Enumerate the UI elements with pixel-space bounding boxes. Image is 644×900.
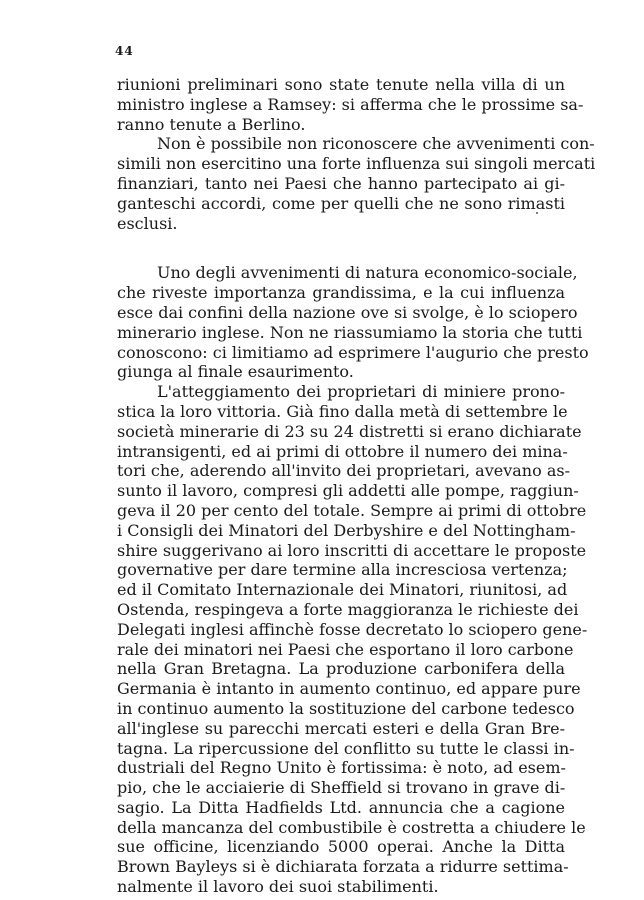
paragraph	[117, 134, 596, 233]
text-line: simili non esercitino una forte influenza sui singoli mercati	[117, 154, 596, 174]
paragraph	[117, 382, 588, 897]
text-line: esclusi.	[117, 213, 178, 233]
text-line: governative per dare termine alla incresciosa vertenza;	[117, 560, 568, 580]
text-line: rale dei minatori nei Paesi che esportano il loro carbone	[117, 639, 574, 659]
text-line: ranno tenute a Berlino.	[117, 114, 306, 134]
text-line: finanziari, tanto nei Paesi che hanno partecipato ai gi-	[117, 173, 565, 193]
text-line: dustriali del Regno Unito è fortissima: è noto, ad esem-	[117, 758, 566, 778]
text-line: Ostenda, respingeva a forte maggioranza le richieste dei	[117, 599, 579, 619]
text-line: sunto il lavoro, compresi gli addetti alle pompe, raggiun-	[117, 481, 579, 501]
text-line: tori che, aderendo all'invito dei proprietari, avevano as-	[117, 461, 570, 481]
text-line: esce dai confini della nazione ove si svolge, è lo sciopero	[117, 302, 578, 322]
text-line: Delegati inglesi affinchè fosse decretato lo sciopero gene-	[117, 619, 588, 639]
text-line: nella Gran Bretagna. La produzione carbonifera della	[117, 659, 565, 679]
text-line: stica la loro vittoria. Già fino dalla metà di settembre le	[117, 401, 568, 421]
text-line: in continuo aumento la sostituzione del carbone tedesco	[117, 698, 575, 718]
text-line: i Consigli dei Minatori del Derbyshire e del Nottingham-	[117, 520, 576, 540]
text-line: Brown Bayleys si è dichiarata forzata a ridurre settima-	[117, 857, 569, 877]
paragraph	[117, 263, 589, 382]
text-line: nalmente il lavoro dei suoi stabilimenti.	[117, 877, 439, 897]
text-line: intransigenti, ed ai primi di ottobre il numero dei mina-	[117, 441, 568, 461]
text-line: società minerarie di 23 su 24 distretti si erano dichiarate	[117, 421, 582, 441]
text-line: tagna. La ripercussione del conflitto su tutte le classi in-	[117, 738, 575, 758]
text-line: che riveste importanza grandissima, e la cui influenza	[117, 283, 565, 303]
text-line: sue officine, licenziando 5000 operai. Anche la Ditta	[117, 837, 565, 857]
page-number: 44	[115, 44, 134, 58]
paragraph-gap	[117, 233, 565, 263]
body-text	[117, 75, 596, 897]
text-line: della mancanza del combustibile è costretta a chiudere le	[117, 817, 586, 837]
text-line: giunga al finale esaurimento.	[117, 362, 354, 382]
text-line: geva il 20 per cento del totale. Sempre ai primi di ottobre	[117, 500, 587, 520]
text-line: shire suggerivano ai loro inscritti di accettare le proposte	[117, 540, 587, 560]
text-line: riunioni preliminari sono state tenute nella villa di un	[117, 75, 565, 94]
text-line: L'atteggiamento dei proprietari di miniere prono-	[157, 382, 565, 402]
text-line: pio, che le acciaierie di Sheffield si trovano in grave di-	[117, 778, 566, 798]
text-line: conoscono: ci limitiamo ad esprimere l'augurio che presto	[117, 342, 589, 362]
paragraph	[117, 75, 584, 134]
text-line: Uno degli avvenimenti di natura economico-sociale,	[157, 263, 578, 283]
text-line: minerario inglese. Non ne riassumiamo la storia che tutti	[117, 322, 583, 342]
text-line: ganteschi accordi, come per quelli che ne sono rimasti	[117, 193, 565, 213]
text-line: sagio. La Ditta Hadfields Ltd. annuncia che a cagione	[117, 797, 565, 817]
text-line: ministro inglese a Ramsey: si afferma che le prossime sa-	[117, 94, 584, 114]
text-line: Germania è intanto in aumento continuo, ed appare pure	[117, 679, 581, 699]
text-line: ed il Comitato Internazionale dei Minatori, riunitosi, ad	[117, 580, 568, 600]
text-line: Non è possibile non riconoscere che avvenimenti con-	[157, 134, 595, 154]
text-line: all'inglese su parecchi mercati esteri e della Gran Bre-	[117, 718, 565, 738]
